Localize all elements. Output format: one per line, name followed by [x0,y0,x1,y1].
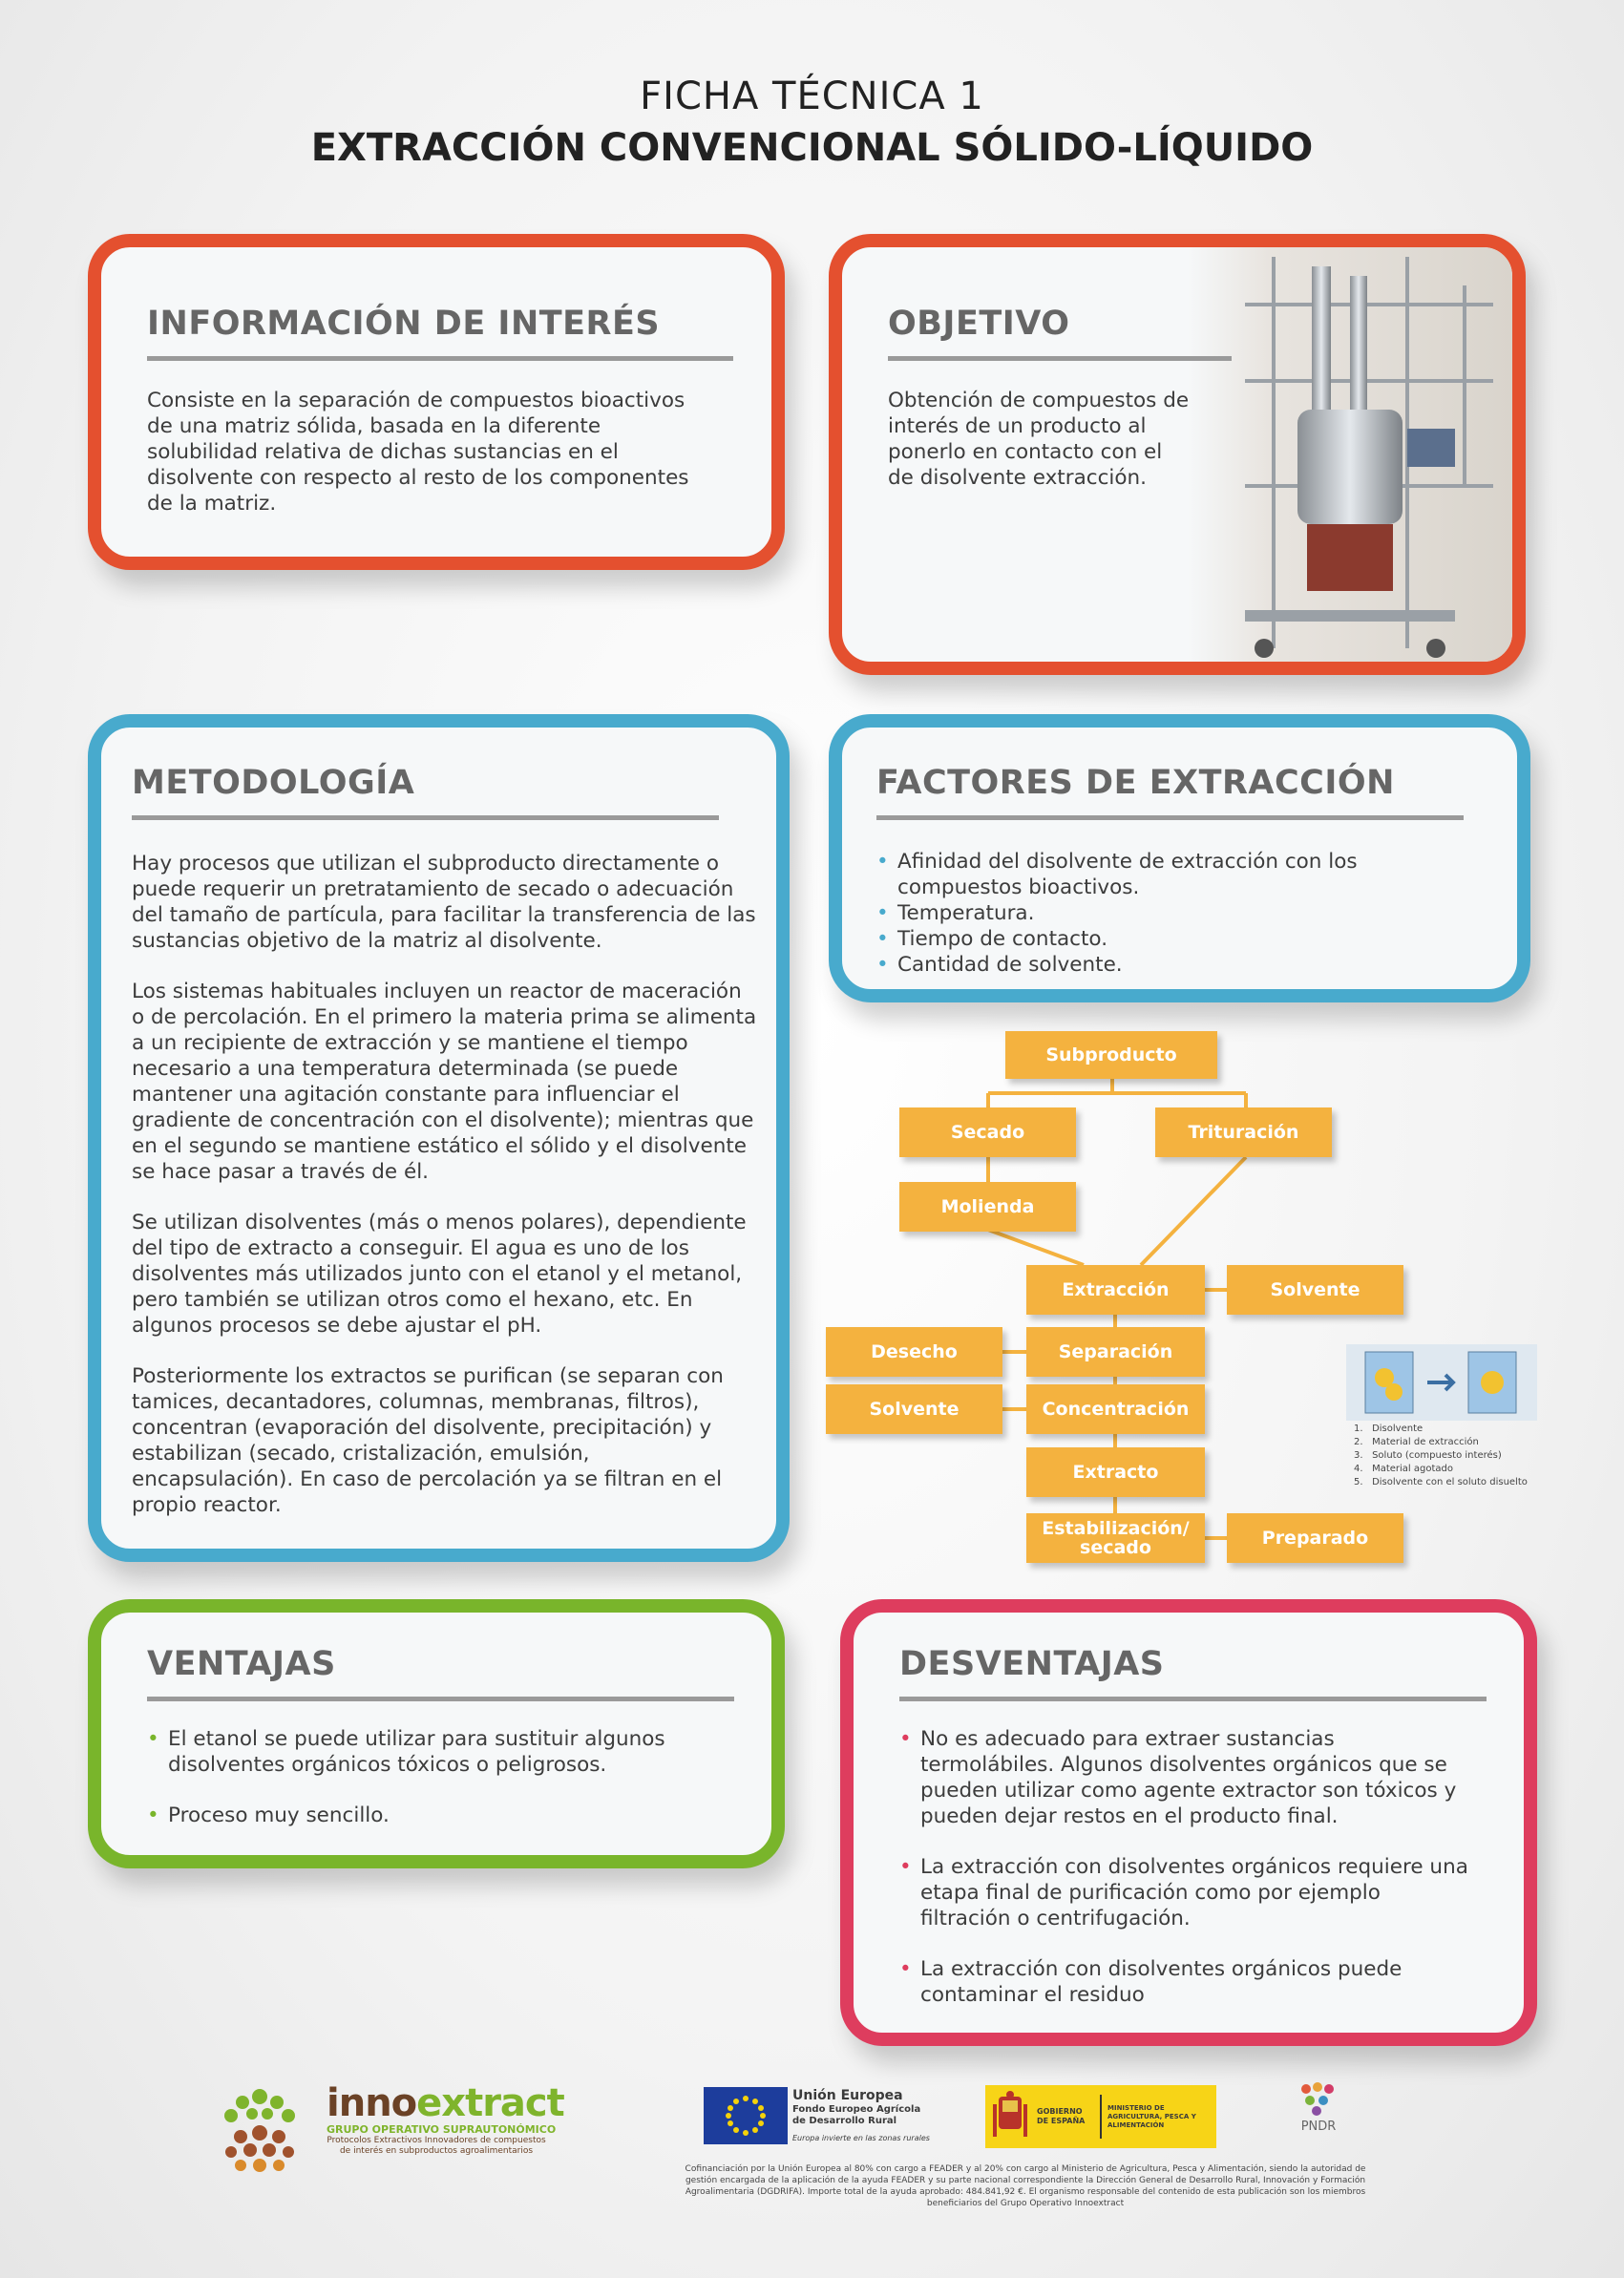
flow-node-preparado: Preparado [1227,1513,1403,1563]
flow-node-secado: Secado [899,1107,1076,1157]
flow-node-concentracion: Concentración [1026,1384,1205,1434]
brand-line1: GRUPO OPERATIVO SUPRAUTONÓMICO [327,2123,557,2136]
eu-motto: Europa invierte en las zonas rurales [792,2134,930,2142]
desventajas-list [899,1726,1472,2008]
list-item: • Temperatura. [876,900,1411,926]
legend-item: 4. Material agotado [1354,1464,1453,1474]
list-item: • No es adecuado para extraer sustancias termolábiles. Algunos disolventes orgánicos que se pueden utilizar como agente extractor son tóxicos y pueden dejar restos en el producto final. [899,1726,1472,1829]
metodologia-paragraph: Los sistemas habituales incluyen un reactor de maceración o de percolación. En el primero la materia prima se alimenta a un recipiente de extracción y se mantiene el tiempo necesario a una temperatura determinada (se puede mantener una agitación constante para influenciar el gradiente de concentración con el disolvente); mientras que en el segundo se mantiene estático el sólido y el disolvente se hace pasar a través de él. [132,980,757,1184]
legend-item: 2. Material de extracción [1354,1437,1479,1447]
metodologia-paragraph: Posteriormente los extractos se purifican (se separan con tamices, decantadores, columnas, membranas, filtros), concentran (evaporación del disolvente, precipitación) y estabilizan (secado, cristalización, emulsión, encapsulación). En caso de percolación ya se filtran en el propio reactor. [132,1364,724,1517]
desventajas-heading: DESVENTAJAS [899,1645,1165,1683]
brand-inno: inno [327,2081,417,2125]
flow-node-estabilizacion: Estabilización/ secado [1026,1513,1205,1563]
metodologia-paragraph: Hay procesos que utilizan el subproducto directamente o puede requerir un pretratamiento de secado o adecuación del tamaño de partícula, para facilitar la transferencia de las sustancias objetivo de la matriz al disolvente. [132,852,756,953]
flow-node-trituracion: Trituración [1155,1107,1332,1157]
flow-node-solvente: Solvente [1227,1265,1403,1315]
flow-node-molienda: Molienda [899,1182,1076,1232]
metodologia-paragraph: Se utilizan disolventes (más o menos polares), dependiente del tipo de extracto a conseguir. El agua es uno de los disolventes más utilizados junto con el etanol y el metanol, pero también se utilizan otros como el hexano, etc. En algunos procesos se debe ajustar el pH. [132,1211,747,1338]
list-item: • Afinidad del disolvente de extracción con los compuestos bioactivos. [876,849,1411,900]
page-subtitle: FICHA TÉCNICA 1 [640,74,984,118]
list-item: • Tiempo de contacto. [876,926,1411,952]
coat-of-arms-icon [991,2091,1029,2142]
ventajas-list [147,1726,701,1828]
eu-logo-text [792,2087,936,2144]
gobierno-logo [985,2085,1216,2148]
innoextract-logo [327,2083,565,2157]
divider [147,1697,734,1701]
innoextract-logo-icon [212,2083,307,2179]
legend-item: 1. Disolvente [1354,1424,1424,1434]
eu-fund: Fondo Europeo Agrícola de Desarrollo Rural [792,2104,921,2126]
brand-line2: Protocolos Extractivos Innovadores de compuestos de interés en subproductos agroalimentarios [327,2136,546,2156]
brand-extract: extract [416,2081,564,2125]
divider [899,1697,1487,1701]
pndr-label: PNDR [1300,2120,1337,2134]
flow-node-subproducto: Subproducto [1005,1031,1217,1079]
list-item: • El etanol se puede utilizar para sustituir algunos disolventes orgánicos tóxicos o peligrosos. [147,1726,701,1778]
flow-node-desecho: Desecho [826,1327,1002,1377]
extraction-legend [1354,1423,1528,1489]
metodologia-heading: METODOLOGÍA [132,764,415,802]
flow-node-separacion: Separación [1026,1327,1205,1377]
eu-title: Unión Europea [792,2088,903,2103]
legend-item: 3. Soluto (compuesto interés) [1354,1450,1502,1461]
page-title: EXTRACCIÓN CONVENCIONAL SÓLIDO-LÍQUIDO [310,126,1314,170]
extraction-diagram [1346,1344,1537,1421]
flow-node-extracto: Extracto [1026,1447,1205,1497]
ministry-name: MINISTERIO DE AGRICULTURA, PESCA Y ALIMENTACIÓN [1107,2103,1196,2129]
factores-heading: FACTORES DE EXTRACCIÓN [876,764,1395,802]
list-item: • La extracción con disolventes orgánicos requiere una etapa final de purificación como por ejemplo filtración o centrifugación. [899,1854,1472,1931]
info-text: Consiste en la separación de compuestos bioactivos de una matriz sólida, basada en la diferente solubilidad relativa de dichas sustancias en el disolvente con respecto al resto de los componentes de la matriz. [147,389,689,516]
legend-item: 5. Disolvente con el soluto disuelto [1354,1477,1528,1487]
list-item: • Cantidad de solvente. [876,952,1411,978]
ventajas-card [88,1599,785,1868]
gov-name: GOBIERNO DE ESPAÑA [1037,2107,1086,2125]
ventajas-heading: VENTAJAS [147,1645,336,1683]
list-item: • Proceso muy sencillo. [147,1803,701,1828]
flow-node-solvente: Solvente [826,1384,1002,1434]
funding-disclaimer: Cofinanciación por la Unión Europea al 80% con cargo a FEADER y al 20% con cargo al Ministerio de Agricultura, Pesca y Alimentación, siendo la autoridad de gestión encargada de la aplicación de la ayuda FEADER y su parte nacional correspondiente la Dirección General de Desarrollo Rural, Innovación y Formación Agroalimentaria (DGDRIFA). Importe total de la ayuda aprobado: 484.841,92 €. El organismo responsable del contenido de esta publicación son los miembros beneficiarios del Grupo Operativo Innoextract [685,2164,1366,2208]
pndr-logo-icon [1295,2079,1342,2118]
eu-flag-icon [704,2087,788,2144]
list-item: • La extracción con disolventes orgánicos puede contaminar el residuo [899,1956,1472,2008]
objetivo-text: Obtención de compuestos de interés de un producto al ponerlo en contacto con el de disolvente extracción. [888,389,1190,490]
objetivo-heading: OBJETIVO [888,305,1070,343]
info-heading: INFORMACIÓN DE INTERÉS [147,305,661,343]
flow-node-extraccion: Extracción [1026,1265,1205,1315]
divider [888,356,1232,361]
desventajas-card [840,1599,1537,2046]
